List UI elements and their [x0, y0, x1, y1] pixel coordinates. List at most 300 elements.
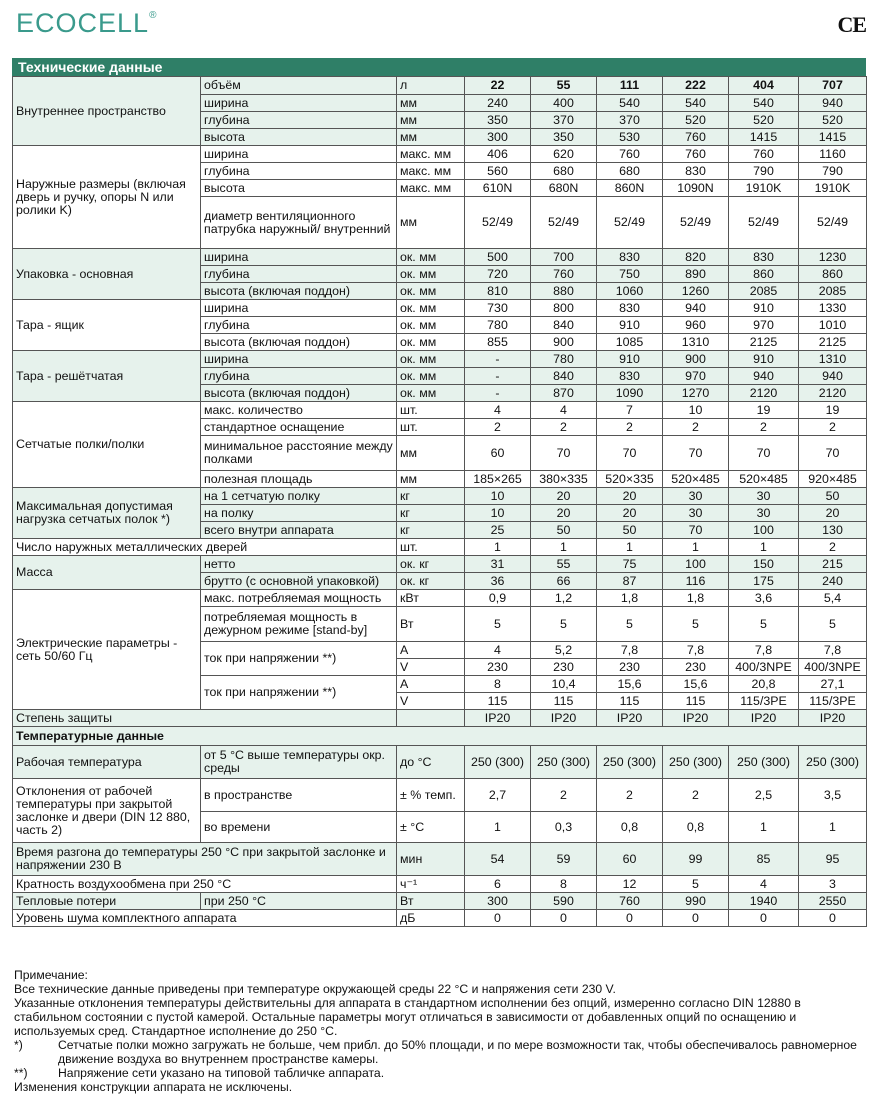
value-cell: 520 [729, 112, 799, 129]
value-cell: 1060 [597, 283, 663, 300]
value-cell: 2 [729, 419, 799, 436]
parameter-label: глубина [201, 368, 397, 385]
value-cell: 30 [663, 505, 729, 522]
parameter-label: высота [201, 180, 397, 197]
value-cell: 70 [799, 436, 867, 471]
parameter-label: брутто (с основной упаковкой) [201, 573, 397, 590]
unit-cell: ок. мм [397, 351, 465, 368]
parameter-label: ток при напряжении **) [201, 642, 397, 676]
value-cell: 855 [465, 334, 531, 351]
parameter-label: глубина [201, 163, 397, 180]
value-cell: 520×485 [663, 471, 729, 488]
value-cell: 2550 [799, 893, 867, 910]
unit-cell: ± °C [397, 812, 465, 843]
value-cell: 99 [663, 843, 729, 876]
unit-cell: кг [397, 505, 465, 522]
table-row [13, 843, 867, 876]
value-cell: 215 [799, 556, 867, 573]
value-cell: 940 [729, 368, 799, 385]
value-cell: 1330 [799, 300, 867, 317]
unit-cell: ок. мм [397, 317, 465, 334]
value-cell: 85 [729, 843, 799, 876]
value-cell: 2 [799, 419, 867, 436]
row-group-label: Упаковка - основная [13, 249, 201, 300]
value-cell: 50 [531, 522, 597, 539]
table-row [13, 710, 867, 727]
value-cell: 5,2 [531, 642, 597, 659]
value-cell: 750 [597, 266, 663, 283]
note-footnote [14, 1066, 866, 1080]
unit-cell: до °C [397, 746, 465, 779]
value-cell: 20,8 [729, 676, 799, 693]
table-title: Технические данные [12, 58, 866, 76]
value-cell: 52/49 [465, 197, 531, 249]
table-row [13, 351, 867, 368]
row-group-label: Сетчатые полки/полки [13, 402, 201, 488]
value-cell: 990 [663, 893, 729, 910]
row-label: Уровень шума комплектного аппарата [13, 910, 397, 927]
value-cell: 1 [663, 539, 729, 556]
value-cell: 250 (300) [799, 746, 867, 779]
value-cell: 830 [597, 249, 663, 266]
value-cell: 830 [729, 249, 799, 266]
value-cell: 1 [465, 539, 531, 556]
value-cell: 52/49 [531, 197, 597, 249]
value-cell: 680 [597, 163, 663, 180]
value-cell: 760 [597, 146, 663, 163]
value-cell: 222 [663, 77, 729, 95]
value-cell: 400/3NPE [799, 659, 867, 676]
value-cell: 2 [465, 419, 531, 436]
ce-mark: CE [837, 12, 866, 37]
value-cell: 830 [597, 368, 663, 385]
value-cell: 400 [531, 95, 597, 112]
note-paragraph: Все технические данные приведены при температуре окружающей среды 22 °C и напряжения сети 230 V. [14, 982, 616, 996]
value-cell: 1415 [729, 129, 799, 146]
value-cell: 10,4 [531, 676, 597, 693]
value-cell: 680 [531, 163, 597, 180]
value-cell: 900 [663, 351, 729, 368]
value-cell: 1910K [729, 180, 799, 197]
note-footnote [14, 1038, 866, 1066]
notes [14, 968, 866, 1094]
brand-name: ECOCELL [16, 8, 150, 38]
value-cell: 0 [663, 910, 729, 927]
parameter-label: минимальное расстояние между полками [201, 436, 397, 471]
value-cell: 54 [465, 843, 531, 876]
value-cell: 115 [465, 693, 531, 710]
table-row [13, 910, 867, 927]
value-cell: 20 [799, 505, 867, 522]
value-cell: 130 [799, 522, 867, 539]
parameter-label: глубина [201, 112, 397, 129]
unit-cell: ок. мм [397, 368, 465, 385]
value-cell: 1160 [799, 146, 867, 163]
value-cell: 1,8 [663, 590, 729, 607]
unit-cell: кг [397, 522, 465, 539]
value-cell: 820 [663, 249, 729, 266]
value-cell: 910 [597, 351, 663, 368]
value-cell: 19 [729, 402, 799, 419]
value-cell: 240 [799, 573, 867, 590]
value-cell: 52/49 [729, 197, 799, 249]
value-cell: 8 [531, 876, 597, 893]
value-cell: 0 [799, 910, 867, 927]
parameter-label: ток при напряжении **) [201, 676, 397, 710]
table-row [13, 146, 867, 163]
value-cell: 920×485 [799, 471, 867, 488]
parameter-label: ширина [201, 249, 397, 266]
value-cell: 31 [465, 556, 531, 573]
value-cell: 960 [663, 317, 729, 334]
value-cell: 780 [465, 317, 531, 334]
value-cell: 7,8 [729, 642, 799, 659]
unit-cell: ок. кг [397, 573, 465, 590]
value-cell: IP20 [663, 710, 729, 727]
value-cell: 1910K [799, 180, 867, 197]
value-cell: 55 [531, 77, 597, 95]
value-cell: 70 [531, 436, 597, 471]
parameter-label: полезная площадь [201, 471, 397, 488]
value-cell: IP20 [531, 710, 597, 727]
value-cell: 20 [597, 505, 663, 522]
value-cell: 760 [663, 146, 729, 163]
value-cell: 300 [465, 893, 531, 910]
unit-cell: ок. мм [397, 249, 465, 266]
row-group-label: Электрические параметры - сеть 50/60 Гц [13, 590, 201, 710]
value-cell: 940 [663, 300, 729, 317]
unit-cell: ± % темп. [397, 779, 465, 812]
note-paragraph: Указанные отклонения температуры действительны для аппарата в стандартном исполнении без опций, измеренно согласно DIN 12880 в стабильном состоянии с пустой камерой. Остальные параметры могут отличаться в зависимости от добавленных опций по оснащению и используемых сред. Стандартное исполнение до 250 °C. [14, 996, 801, 1038]
value-cell: 810 [465, 283, 531, 300]
value-cell: 70 [663, 436, 729, 471]
value-cell: 2 [597, 779, 663, 812]
unit-cell: дБ [397, 910, 465, 927]
unit-cell: A [397, 642, 465, 659]
value-cell: 5,4 [799, 590, 867, 607]
parameter-label: высота (включая поддон) [201, 385, 397, 402]
value-cell: 36 [465, 573, 531, 590]
value-cell: - [465, 351, 531, 368]
value-cell: 0 [729, 910, 799, 927]
value-cell: 0,8 [597, 812, 663, 843]
value-cell: 840 [531, 317, 597, 334]
value-cell: 230 [597, 659, 663, 676]
footnote-text: Напряжение сети указано на типовой табличке аппарата. [58, 1066, 385, 1080]
value-cell: 30 [729, 488, 799, 505]
unit-cell: мм [397, 129, 465, 146]
unit-cell: шт. [397, 402, 465, 419]
value-cell: 350 [465, 112, 531, 129]
unit-cell: ок. мм [397, 385, 465, 402]
row-label: Время разгона до температуры 250 °C при закрытой заслонке и напряжении 230 В [13, 843, 397, 876]
unit-cell: ок. мм [397, 283, 465, 300]
parameter-label: на 1 сетчатую полку [201, 488, 397, 505]
value-cell: 350 [531, 129, 597, 146]
value-cell: 1310 [663, 334, 729, 351]
value-cell: 95 [799, 843, 867, 876]
value-cell: 860 [799, 266, 867, 283]
value-cell: 404 [729, 77, 799, 95]
row-group-label: Тепловые потери [13, 893, 201, 910]
value-cell: IP20 [729, 710, 799, 727]
value-cell: 560 [465, 163, 531, 180]
footnote-marker: **) [14, 1066, 28, 1080]
parameter-label: высота (включая поддон) [201, 283, 397, 300]
value-cell: 55 [531, 556, 597, 573]
value-cell: 52/49 [597, 197, 663, 249]
value-cell: 970 [729, 317, 799, 334]
value-cell: 7,8 [597, 642, 663, 659]
value-cell: 1085 [597, 334, 663, 351]
unit-cell: кг [397, 488, 465, 505]
value-cell: 10 [465, 505, 531, 522]
value-cell: 940 [799, 95, 867, 112]
value-cell: 900 [531, 334, 597, 351]
value-cell: 19 [799, 402, 867, 419]
value-cell: 185×265 [465, 471, 531, 488]
note-paragraph: Изменения конструкции аппарата не исключены. [14, 1080, 293, 1094]
row-group-label: Максимальная допустимая нагрузка сетчатых полок *) [13, 488, 201, 539]
row-group-label: Масса [13, 556, 201, 590]
value-cell: 4 [531, 402, 597, 419]
value-cell: 5 [465, 607, 531, 642]
table-row [13, 402, 867, 419]
value-cell: 1,2 [531, 590, 597, 607]
value-cell: 3,6 [729, 590, 799, 607]
parameter-label: в пространстве [201, 779, 397, 812]
value-cell: 115/3PE [799, 693, 867, 710]
value-cell: IP20 [597, 710, 663, 727]
value-cell: 150 [729, 556, 799, 573]
value-cell: 0 [465, 910, 531, 927]
value-cell: 0,8 [663, 812, 729, 843]
value-cell: 5 [531, 607, 597, 642]
value-cell: 530 [597, 129, 663, 146]
value-cell: 50 [597, 522, 663, 539]
unit-cell: Вт [397, 893, 465, 910]
value-cell: 2 [663, 419, 729, 436]
parameter-label: стандартное оснащение [201, 419, 397, 436]
value-cell: 7 [597, 402, 663, 419]
value-cell: 910 [729, 300, 799, 317]
parameter-label: высота (включая поддон) [201, 334, 397, 351]
section-heading: Температурные данные [13, 727, 867, 746]
value-cell: 250 (300) [465, 746, 531, 779]
value-cell: 760 [597, 893, 663, 910]
value-cell: 75 [597, 556, 663, 573]
value-cell: 15,6 [663, 676, 729, 693]
value-cell: 59 [531, 843, 597, 876]
value-cell: 370 [531, 112, 597, 129]
value-cell: 3 [799, 876, 867, 893]
value-cell: 1230 [799, 249, 867, 266]
value-cell: 1 [597, 539, 663, 556]
value-cell: 4 [465, 642, 531, 659]
unit-cell: ок. мм [397, 334, 465, 351]
parameter-label: глубина [201, 266, 397, 283]
parameter-label: потребляемая мощность в дежурном режиме [stand-by] [201, 607, 397, 642]
value-cell: 100 [663, 556, 729, 573]
row-group-label: Наружные размеры (включая дверь и ручку, опоры N или ролики K) [13, 146, 201, 249]
page-header [0, 0, 882, 52]
unit-cell: макс. мм [397, 163, 465, 180]
parameter-label: ширина [201, 146, 397, 163]
value-cell: 1010 [799, 317, 867, 334]
value-cell: 1 [729, 539, 799, 556]
parameter-label: глубина [201, 317, 397, 334]
value-cell: 20 [597, 488, 663, 505]
parameter-label: нетто [201, 556, 397, 573]
value-cell: 540 [597, 95, 663, 112]
spec-table [12, 76, 867, 927]
parameter-label: макс. количество [201, 402, 397, 419]
value-cell: 1 [799, 812, 867, 843]
value-cell: 730 [465, 300, 531, 317]
unit-cell: V [397, 659, 465, 676]
table-row [13, 556, 867, 573]
value-cell: 1940 [729, 893, 799, 910]
row-group-label: Рабочая температура [13, 746, 201, 779]
parameter-label: от 5 °C выше температуры окр. среды [201, 746, 397, 779]
unit-cell: л [397, 77, 465, 95]
value-cell: 2120 [729, 385, 799, 402]
value-cell: 2,5 [729, 779, 799, 812]
value-cell: 540 [663, 95, 729, 112]
unit-cell: мм [397, 95, 465, 112]
value-cell: 610N [465, 180, 531, 197]
row-group-label: Тара - ящик [13, 300, 201, 351]
parameter-label: на полку [201, 505, 397, 522]
value-cell: 52/49 [799, 197, 867, 249]
footnote-text: Сетчатые полки можно загружать не больше, чем прибл. до 50% площади, и по мере возможности так, чтобы обеспечивалось равномерное движение воздуха во внутреннем пространстве камеры. [58, 1038, 857, 1066]
value-cell: 2125 [729, 334, 799, 351]
value-cell: 620 [531, 146, 597, 163]
value-cell: 400/3NPE [729, 659, 799, 676]
value-cell: 500 [465, 249, 531, 266]
table-row [13, 893, 867, 910]
table-row [13, 590, 867, 607]
value-cell: 30 [729, 505, 799, 522]
value-cell: 115 [663, 693, 729, 710]
value-cell: 520×335 [597, 471, 663, 488]
value-cell: 116 [663, 573, 729, 590]
value-cell: 30 [663, 488, 729, 505]
value-cell: 540 [729, 95, 799, 112]
value-cell: IP20 [465, 710, 531, 727]
unit-cell: ок. кг [397, 556, 465, 573]
value-cell: 860N [597, 180, 663, 197]
value-cell: 250 (300) [663, 746, 729, 779]
table-row [13, 539, 867, 556]
value-cell: 70 [729, 436, 799, 471]
value-cell: 910 [597, 317, 663, 334]
value-cell: 10 [465, 488, 531, 505]
value-cell: 250 (300) [597, 746, 663, 779]
table-row [13, 300, 867, 317]
footnote-marker: *) [14, 1038, 23, 1052]
value-cell: 22 [465, 77, 531, 95]
unit-cell [397, 710, 465, 727]
value-cell: 380×335 [531, 471, 597, 488]
value-cell: 4 [729, 876, 799, 893]
value-cell: 1090N [663, 180, 729, 197]
value-cell: 2 [663, 779, 729, 812]
value-cell: 790 [729, 163, 799, 180]
unit-cell: макс. мм [397, 146, 465, 163]
table-row [13, 249, 867, 266]
value-cell: 230 [663, 659, 729, 676]
parameter-label: ширина [201, 300, 397, 317]
value-cell: 5 [729, 607, 799, 642]
unit-cell: мин [397, 843, 465, 876]
table-row [13, 77, 867, 95]
value-cell: 2 [799, 539, 867, 556]
value-cell: 115 [531, 693, 597, 710]
table-row [13, 876, 867, 893]
value-cell: 111 [597, 77, 663, 95]
unit-cell: ок. мм [397, 300, 465, 317]
unit-cell: макс. мм [397, 180, 465, 197]
value-cell: 2125 [799, 334, 867, 351]
value-cell: 15,6 [597, 676, 663, 693]
parameter-label: макс. потребляемая мощность [201, 590, 397, 607]
parameter-label: высота [201, 129, 397, 146]
value-cell: 70 [663, 522, 729, 539]
value-cell: 0 [531, 910, 597, 927]
value-cell: 300 [465, 129, 531, 146]
value-cell: 240 [465, 95, 531, 112]
unit-cell: Вт [397, 607, 465, 642]
value-cell: 7,8 [799, 642, 867, 659]
value-cell: 27,1 [799, 676, 867, 693]
value-cell: 590 [531, 893, 597, 910]
value-cell: 910 [729, 351, 799, 368]
value-cell: IP20 [799, 710, 867, 727]
value-cell: 1 [465, 812, 531, 843]
notes-title: Примечание: [14, 968, 88, 982]
value-cell: 2 [597, 419, 663, 436]
value-cell: 10 [663, 402, 729, 419]
value-cell: 8 [465, 676, 531, 693]
value-cell: 2 [531, 419, 597, 436]
value-cell: 1415 [799, 129, 867, 146]
value-cell: 87 [597, 573, 663, 590]
value-cell: 1 [531, 539, 597, 556]
value-cell: 1,8 [597, 590, 663, 607]
value-cell: 0 [597, 910, 663, 927]
value-cell: 760 [531, 266, 597, 283]
value-cell: 1270 [663, 385, 729, 402]
value-cell: 760 [729, 146, 799, 163]
unit-cell: мм [397, 197, 465, 249]
value-cell: 175 [729, 573, 799, 590]
value-cell: 115/3PE [729, 693, 799, 710]
value-cell: 230 [531, 659, 597, 676]
value-cell: 20 [531, 488, 597, 505]
value-cell: 840 [531, 368, 597, 385]
unit-cell: A [397, 676, 465, 693]
unit-cell: мм [397, 436, 465, 471]
value-cell: 6 [465, 876, 531, 893]
value-cell: 680N [531, 180, 597, 197]
value-cell: 0,3 [531, 812, 597, 843]
value-cell: 5 [597, 607, 663, 642]
unit-cell: мм [397, 471, 465, 488]
value-cell: 0,9 [465, 590, 531, 607]
value-cell: 970 [663, 368, 729, 385]
value-cell: 830 [663, 163, 729, 180]
